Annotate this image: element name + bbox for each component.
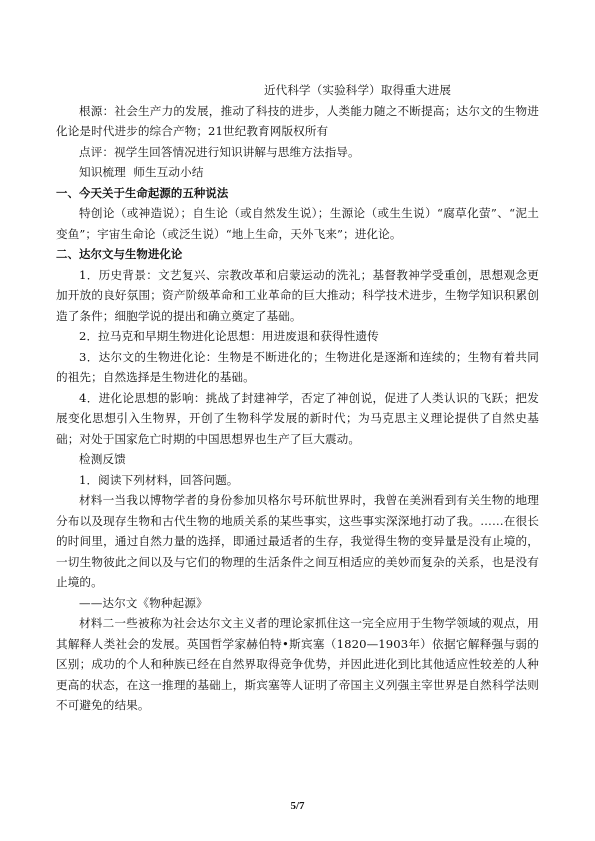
page-number: 5/7 (290, 800, 305, 812)
check-feedback-label: 检测反馈 (79, 452, 126, 466)
document-body (56, 80, 539, 716)
material-1-source: ——达尔文《物种起源》 (79, 595, 208, 610)
comment-paragraph: 点评：视学生回答情况进行知识讲解与思维方法指导。 (79, 144, 360, 159)
material-1: 材料一当我以博物学者的身份参加贝格尔号环航世界时，我曾在美洲看到有关生物的地理分布以及现存生物和古代生物的地质关系的某些事实，这些事实深深地打动了我。……在很长的时间里，通过自然力量的选择，即通过最适者的生存，我觉得生物的变异量是没有止境的，一切生物彼此之间以及与它们的物理的生活条件之间互相适应的美妙而复杂的关系，也是没有止境的。 (56, 493, 539, 589)
heading-darwin-evolution: 二、达尔文与生物进化论 (56, 247, 183, 261)
list-item: 3．达尔文的生物进化论：生物是不断进化的；生物进化是逐渐和连续的；生物有着共同的祖先；自然选择是生物进化的基础。 (56, 349, 539, 384)
list-item: 4．进化论思想的影响：挑战了封建神学，否定了神创说，促进了人类认识的飞跃；把发展变化思想引入生物界，开创了生物科学发展的新时代；为马克思主义理论提供了自然史基础；对处于国家危亡时期的中国思想界也生产了巨大震动。 (56, 390, 539, 446)
question-1: 1．阅读下列材料，回答问题。 (79, 472, 239, 487)
heading-origin-theories: 一、今天关于生命起源的五种说法 (56, 185, 229, 200)
list-item: 1．历史背景：文艺复兴、宗教改革和启蒙运动的洗礼；基督教神学受重创，思想观念更加开放的良好氛围；资产阶级革命和工业革命的巨大推动；科学技术进步，生物学知识积累创造了条件；细胞学说的提出和确立奠定了基础。 (56, 267, 539, 323)
basis-paragraph: 根源：社会生产力的发展，推动了科技的进步，人类能力随之不断提高；达尔文的生物进化论是时代进步的综合产物；21世纪教育网版权所有 (56, 103, 539, 138)
origin-theories-text: 特创论（或神造说）；自生论（或自然发生说）；生源论（或生生说）“腐草化萤”、“泥土变鱼”；宇宙生命论（或泛生说）“地上生命，天外飞来”；进化论。 (56, 206, 539, 241)
section-title: 近代科学（实验科学）取得重大进展 (263, 83, 452, 97)
material-2: 材料二一些被称为社会达尔文主义者的理论家抓住这一完全应用于生物学领域的观点，用其解释人类社会的发展。英国哲学家赫伯特•斯宾塞（1820—1903年）依据它解释强与弱的区别；成功的个人和种族已经在自然界取得竞争优势，并因此进化到比其他适应性较差的人种更高的状态，在这一推理的基础上，斯宾塞等人证明了帝国主义列强主宰世界是自然科学法则不可避免的结果。 (56, 616, 539, 712)
summary-label: 知识梳理 师生互动小结 (79, 165, 204, 179)
list-item: 2．拉马克和早期生物进化论思想：用进废退和获得性遗传 (79, 329, 379, 343)
